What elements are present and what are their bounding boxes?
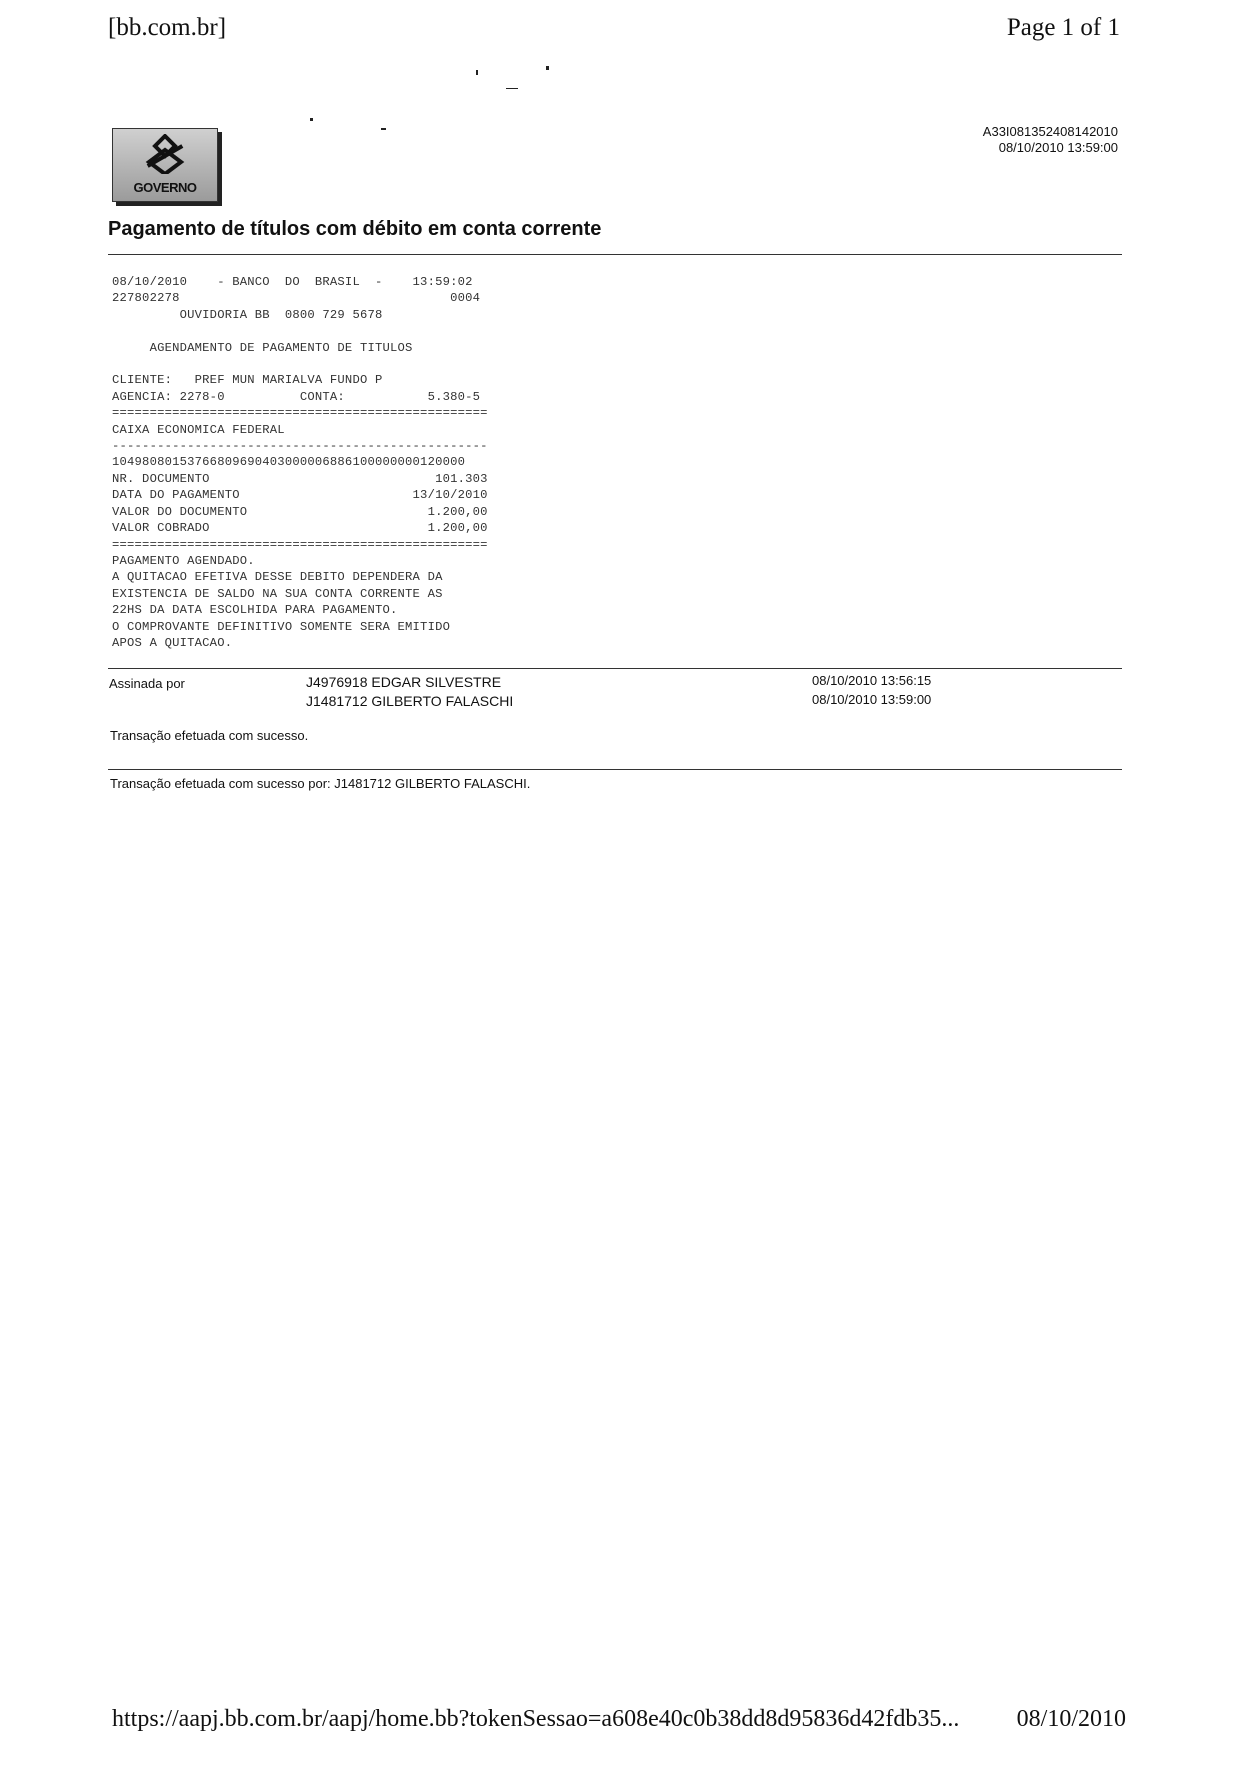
receipt-line xyxy=(112,356,488,372)
status-message: Transação efetuada com sucesso. xyxy=(110,728,309,743)
receipt-line: VALOR DO DOCUMENTO 1.200,00 xyxy=(112,504,488,519)
signed-by-label: Assinada por xyxy=(109,676,185,691)
receipt-line: A QUITACAO EFETIVA DESSE DEBITO DEPENDERA DA xyxy=(112,570,443,585)
reference-datetime: 08/10/2010 13:59:00 xyxy=(998,140,1118,155)
status-divider xyxy=(108,769,1122,770)
signer-datetime: 08/10/2010 13:56:15 xyxy=(812,673,932,688)
receipt-line: VALOR COBRADO 1.200,00 xyxy=(112,521,488,536)
signature-divider xyxy=(108,668,1122,669)
page-title: Pagamento de títulos com débito em conta corrente xyxy=(108,218,602,240)
signer-name: J4976918 EDGAR SILVESTRE xyxy=(306,674,502,690)
scan-speck xyxy=(546,66,549,70)
scan-speck xyxy=(476,70,478,75)
banco-do-brasil-logo-icon xyxy=(141,134,189,174)
reference-block xyxy=(983,124,1118,156)
receipt-line: 227802278 0004 xyxy=(112,291,481,306)
receipt-line: DATA DO PAGAMENTO 13/10/2010 xyxy=(112,488,488,503)
receipt-line: 10498080153766809690403000006886100000000120000 xyxy=(112,455,466,470)
receipt-line: ================================================== xyxy=(112,537,488,552)
signer-name: J1481712 GILBERTO FALASCHI xyxy=(306,693,514,709)
footer-date: 08/10/2010 xyxy=(1016,1706,1126,1732)
signer-datetime: 08/10/2010 13:59:00 xyxy=(812,692,932,707)
logo-text: GOVERNO xyxy=(133,180,197,195)
receipt-line: AGENCIA: 2278-0 CONTA: 5.380-5 xyxy=(112,389,481,404)
receipt-line xyxy=(112,323,488,339)
reference-code: A33I081352408142010 xyxy=(982,124,1118,139)
receipt-line: CLIENTE: PREF MUN MARIALVA FUNDO P xyxy=(112,373,383,388)
footer-url: https://aapj.bb.com.br/aapj/home.bb?tokenSessao=a608e40c0b38dd8d95836d42fdb35... xyxy=(112,1706,960,1732)
receipt-line: 22HS DA DATA ESCOLHIDA PARA PAGAMENTO. xyxy=(112,603,398,618)
title-divider xyxy=(108,254,1122,255)
site-header: [bb.com.br] xyxy=(108,14,227,41)
status-footer-message: Transação efetuada com sucesso por: J1481712 GILBERTO FALASCHI. xyxy=(110,776,531,791)
receipt-line: ================================================== xyxy=(112,406,488,421)
scan-speck xyxy=(506,88,518,89)
receipt-line: O COMPROVANTE DEFINITIVO SOMENTE SERA EMITIDO xyxy=(112,619,451,634)
scan-speck xyxy=(381,128,386,130)
receipt-line: PAGAMENTO AGENDADO. xyxy=(112,553,255,568)
receipt-line: EXISTENCIA DE SALDO NA SUA CONTA CORRENTE AS xyxy=(112,586,443,601)
receipt-line: CAIXA ECONOMICA FEDERAL xyxy=(112,422,285,437)
scan-speck xyxy=(310,118,313,121)
receipt-line: -------------------------------------------------- xyxy=(112,439,488,454)
receipt-line: 08/10/2010 - BANCO DO BRASIL - 13:59:02 xyxy=(112,275,473,289)
receipt-line: AGENDAMENTO DE PAGAMENTO DE TITULOS xyxy=(112,340,413,355)
receipt-line: OUVIDORIA BB 0800 729 5678 xyxy=(112,307,383,322)
governo-logo xyxy=(112,128,218,202)
receipt-line: NR. DOCUMENTO 101.303 xyxy=(112,471,488,486)
receipt-line: APOS A QUITACAO. xyxy=(112,635,233,650)
page-indicator: Page 1 of 1 xyxy=(1006,14,1120,41)
receipt-text xyxy=(112,274,488,651)
